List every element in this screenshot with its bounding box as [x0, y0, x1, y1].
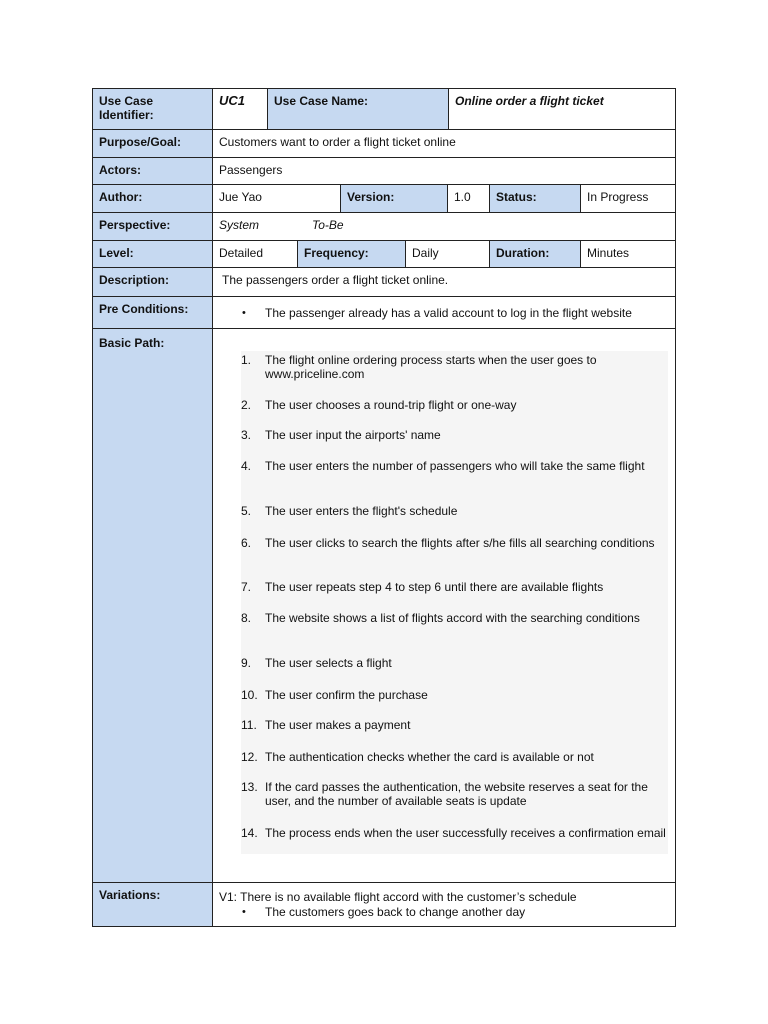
- purpose-value: Customers want to order a flight ticket online: [219, 135, 456, 149]
- level-value: Detailed: [219, 246, 264, 260]
- duration-label: Duration:: [490, 241, 580, 267]
- step-text: The user enters the number of passengers who will take the same flight: [265, 459, 645, 473]
- step-number: 10.: [241, 688, 258, 702]
- purpose-label: Purpose/Goal:: [93, 130, 212, 157]
- step-text: The user chooses a round-trip flight or one-way: [265, 398, 517, 412]
- step-text: The flight online ordering process starts when the user goes to www.priceline.com: [265, 353, 597, 381]
- step-number: 14.: [241, 826, 258, 840]
- precondition-item: The passenger already has a valid account to log in the flight website: [265, 306, 632, 320]
- identifier-label: Use Case Identifier:: [93, 89, 212, 129]
- author-value: Jue Yao: [219, 190, 262, 204]
- preconditions-label: Pre Conditions:: [93, 297, 212, 328]
- step-number: 6.: [241, 536, 252, 550]
- variations-label: Variations:: [93, 883, 212, 926]
- version-value: 1.0: [454, 190, 471, 204]
- description-label: Description:: [93, 268, 212, 296]
- step-text: The user makes a payment: [265, 718, 411, 732]
- description-value: The passengers order a flight ticket online.: [222, 273, 449, 287]
- step-text: The user enters the flight's schedule: [265, 504, 458, 518]
- step-number: 9.: [241, 656, 252, 670]
- use-case-name-label: Use Case Name:: [268, 89, 448, 129]
- step-text: The website shows a list of flights accord with the searching conditions: [265, 611, 640, 625]
- step-text: The user confirm the purchase: [265, 688, 428, 702]
- step-number: 11.: [241, 718, 257, 732]
- frequency-value: Daily: [412, 246, 439, 260]
- perspective-value-system: System: [219, 218, 260, 232]
- actors-value: Passengers: [219, 163, 283, 177]
- step-number: 12.: [241, 750, 258, 764]
- perspective-label: Perspective:: [93, 213, 212, 240]
- step-number: 8.: [241, 611, 252, 625]
- duration-value: Minutes: [587, 246, 630, 260]
- step-number: 1.: [241, 353, 252, 367]
- frequency-label: Frequency:: [298, 241, 405, 267]
- step-text: The user selects a flight: [265, 656, 392, 670]
- level-label: Level:: [93, 241, 212, 267]
- step-number: 2.: [241, 398, 252, 412]
- status-value: In Progress: [587, 190, 649, 204]
- variation-bullet: •: [242, 906, 246, 918]
- step-text: The user repeats step 4 to step 6 until there are available flights: [265, 580, 604, 594]
- author-label: Author:: [93, 185, 212, 212]
- step-text: The authentication checks whether the card is available or not: [265, 750, 594, 764]
- basic-path-label: Basic Path:: [93, 329, 212, 882]
- step-number: 13.: [241, 780, 258, 794]
- step-number: 5.: [241, 504, 252, 518]
- basic-path-steps-panel: [241, 351, 668, 854]
- status-label: Status:: [490, 185, 580, 212]
- identifier-value: UC1: [219, 93, 246, 108]
- precondition-bullet: •: [242, 307, 246, 319]
- version-label: Version:: [341, 185, 447, 212]
- step-text: The process ends when the user successfully receives a confirmation email: [265, 826, 666, 840]
- use-case-name-value: Online order a flight ticket: [455, 94, 604, 108]
- step-text: The user input the airports' name: [265, 428, 441, 442]
- perspective-value-tobe: To-Be: [312, 218, 344, 232]
- step-number: 7.: [241, 580, 252, 594]
- variation-v1-item: The customers goes back to change another day: [265, 905, 526, 919]
- actors-label: Actors:: [93, 158, 212, 184]
- step-text: If the card passes the authentication, the website reserves a seat for the user, and the number of available seats is update: [265, 780, 648, 808]
- step-number: 3.: [241, 428, 252, 442]
- step-text: The user clicks to search the flights after s/he fills all searching conditions: [265, 536, 655, 550]
- step-number: 4.: [241, 459, 252, 473]
- variation-v1: V1: There is no available flight accord with the customer’s schedule: [219, 890, 577, 904]
